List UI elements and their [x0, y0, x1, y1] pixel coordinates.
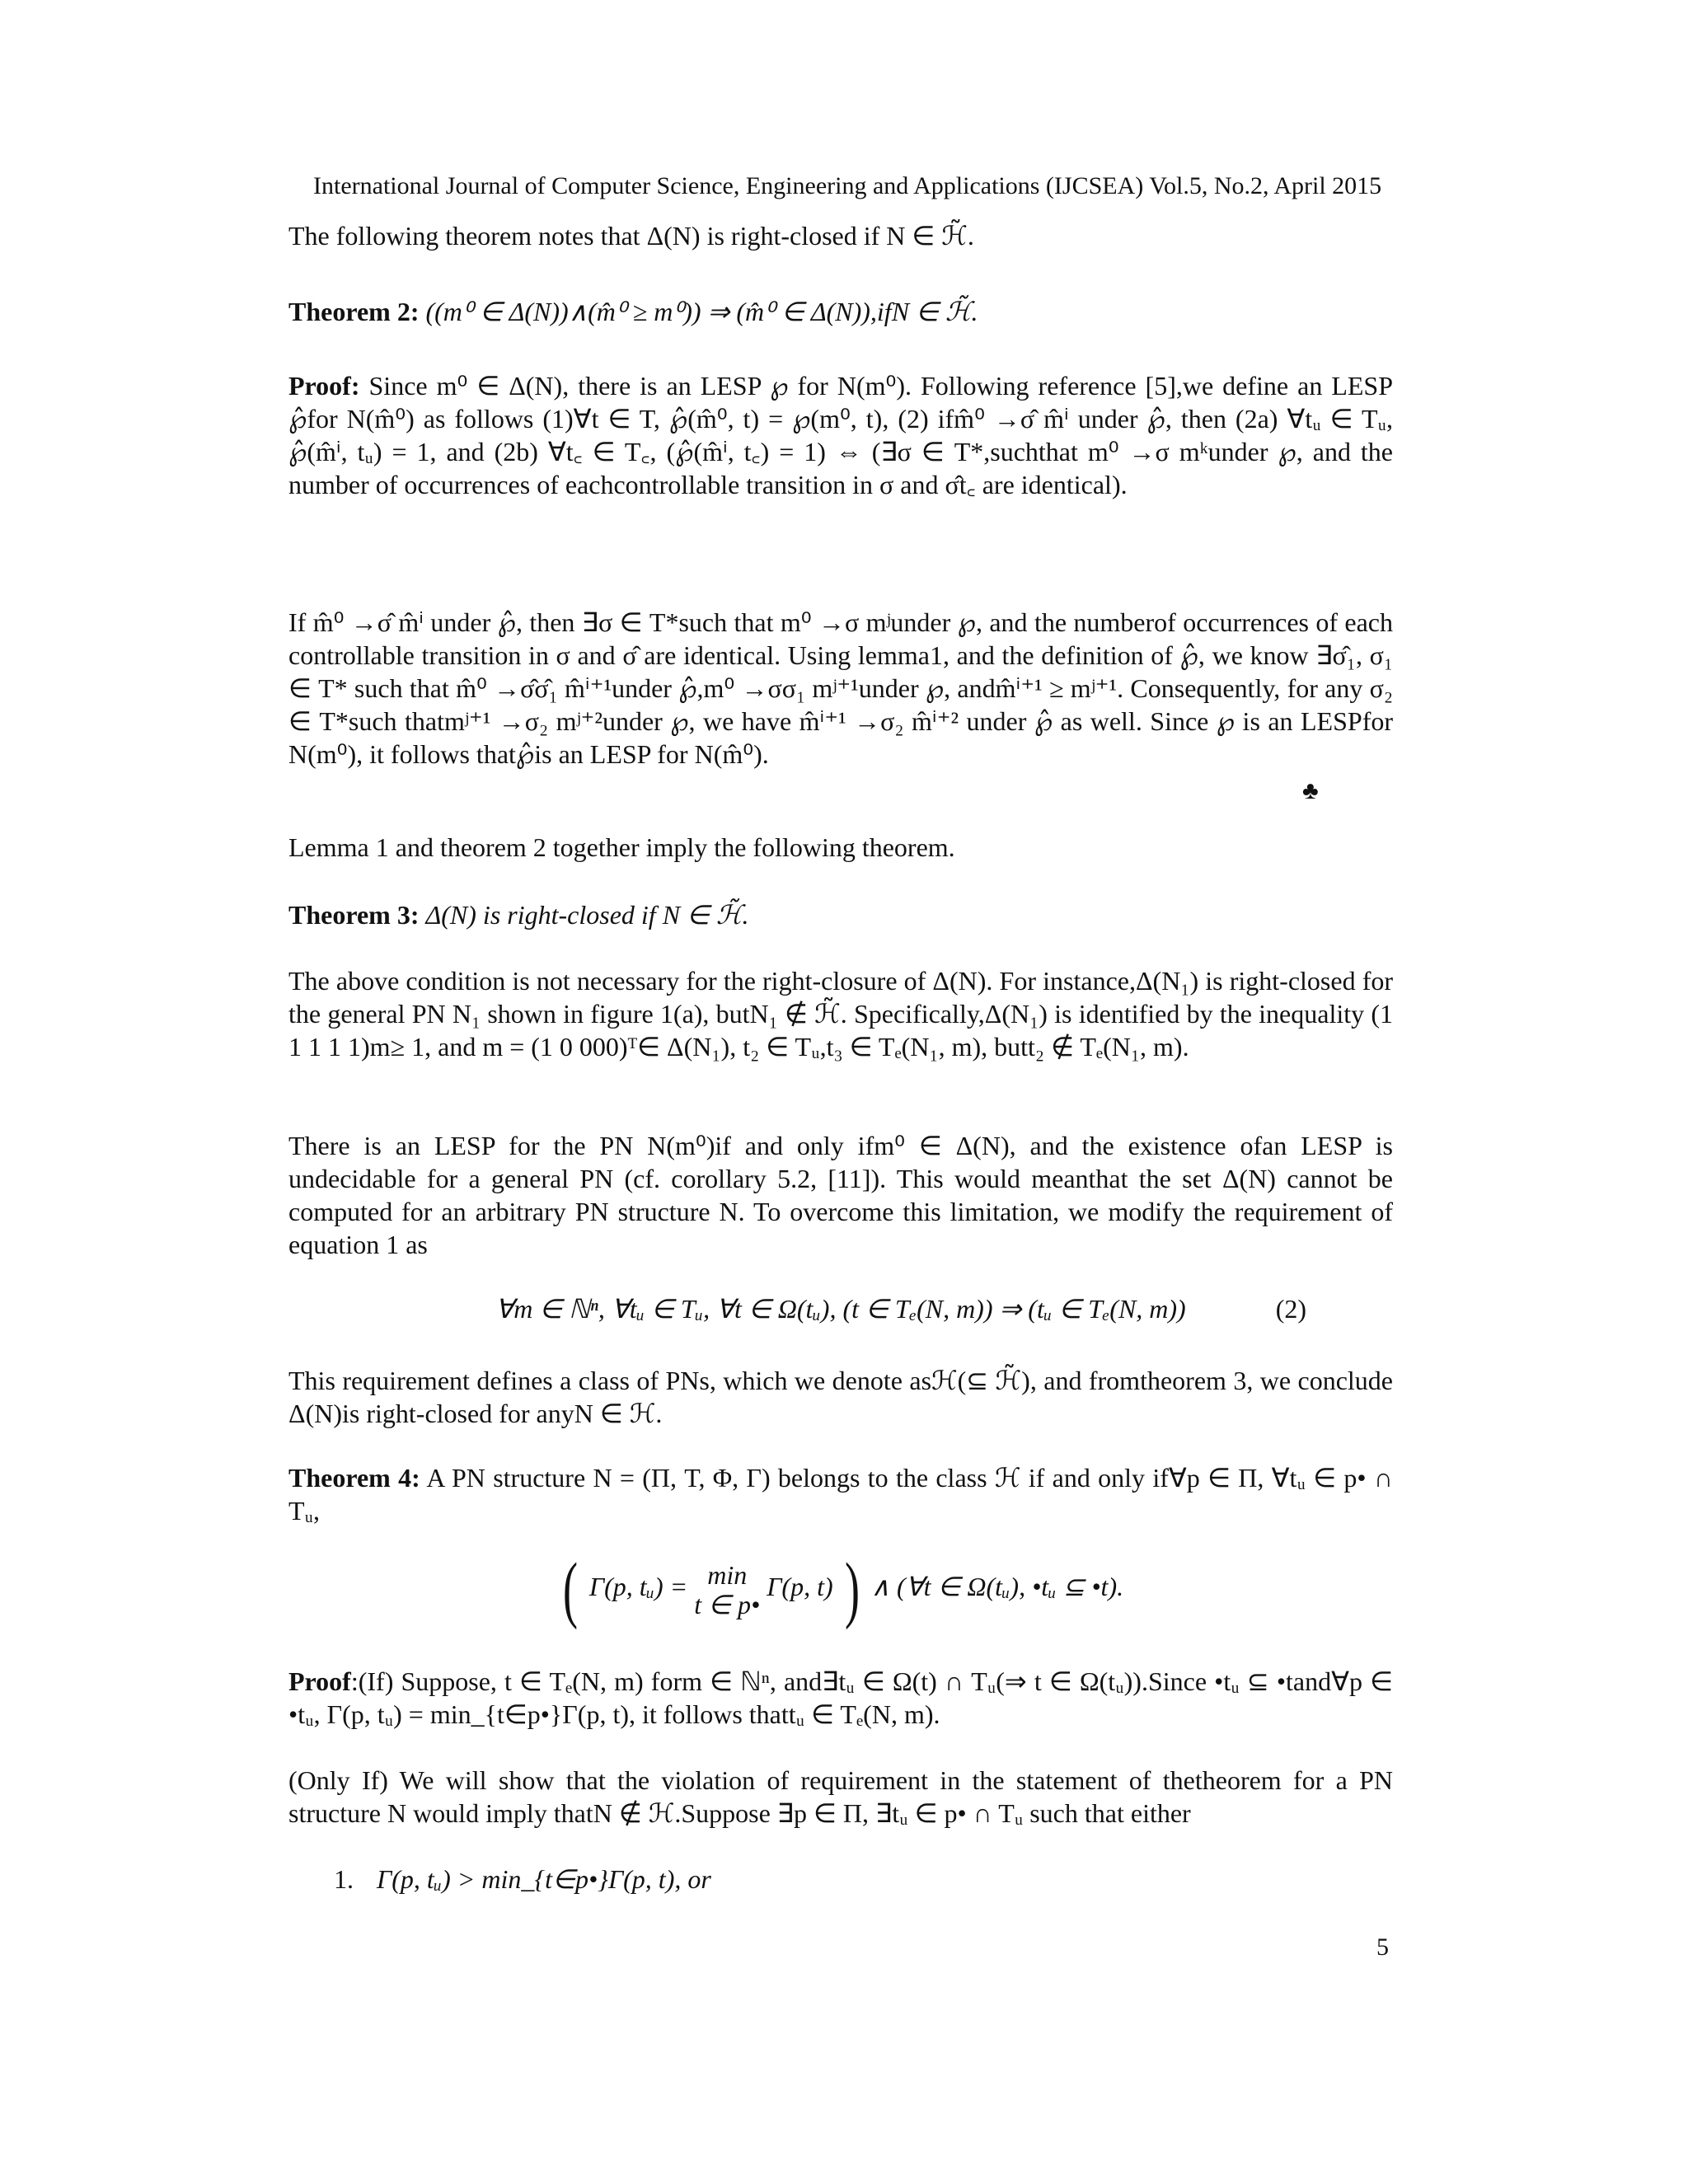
class-definition-paragraph: This requirement defines a class of PNs, which we denote asℋ(⊆ ℋ̃), and fromtheorem 3, we conclude Δ(N)is right-closed for anyN ∈ ℋ.	[288, 1366, 1393, 1428]
condition-term: Γ(p, t)	[767, 1572, 833, 1601]
list-item	[334, 1863, 1323, 1896]
page-number: 5	[1376, 1933, 1389, 1961]
proof-body: Since m⁰ ∈ Δ(N), there is an LESP ℘ for N(m⁰). Following reference [5],we define an LESP ℘̂for N(m̂⁰) as follows (1)∀t ∈ T, ℘̂(m̂⁰, t) = ℘(m⁰, t), (2) ifm̂⁰ →σ̂ m̂ⁱ under ℘̂, then (2a) ∀tᵤ ∈ Tᵤ, ℘̂(m̂ⁱ, tᵤ) = 1, and (2b) ∀t꜀ ∈ T꜀, (℘̂(m̂ⁱ, t꜀) = 1) ⇔ (∃σ ∈ T*,suchthat m⁰ →σ mᵏunder ℘, and the number of occurrences of eachcontrollable transition in σ and σ̂t꜀ are identical).	[288, 371, 1394, 499]
end-of-proof-club-icon: ♣	[1302, 777, 1319, 804]
list-item-number: 1.	[334, 1864, 354, 1894]
theorem-4-condition: ( Γ(p, tᵤ) = min t ∈ p• Γ(p, t) ) ∧ (∀t ∈ Ω(tᵤ), •tᵤ ⊆ •t).	[562, 1548, 1124, 1630]
theorem-4-label: Theorem 4:	[288, 1463, 420, 1493]
theorem-2	[288, 295, 1393, 328]
theorem-4-statement: A PN structure N = (Π, T, Φ, Γ) belongs to the class ℋ if and only if∀p ∈ Π, ∀tᵤ ∈ p• ∩ Tᵤ,	[288, 1463, 1394, 1526]
running-header: International Journal of Computer Science, Engineering and Applications (IJCSEA) Vol.5, No.2, April 2015	[313, 172, 1382, 199]
proof-theorem-4-if	[288, 1665, 1393, 1731]
theorem-3	[288, 898, 1393, 931]
proof-theorem-2	[288, 369, 1393, 501]
theorem-3-statement: Δ(N) is right-closed if N ∈ ℋ̃.	[425, 900, 749, 930]
proof-continuation: If m̂⁰ →σ̂ m̂ⁱ under ℘̂, then ∃σ ∈ T*such that m⁰ →σ mʲunder ℘, and the numberof occurrences of each controllable transition in σ and σ̂ are identical. Using lemma1, and the definition of ℘̂, we know ∃σ̂₁, σ₁ ∈ T* such that m̂⁰ →σ̂σ̂₁ m̂ⁱ⁺¹under ℘̂,m⁰ →σσ₁ mʲ⁺¹under ℘, andm̂ⁱ⁺¹ ≥ mʲ⁺¹. Consequently, for any σ₂ ∈ T*such thatmʲ⁺¹ →σ₂ mʲ⁺²under ℘, we have m̂ⁱ⁺¹ →σ₂ m̂ⁱ⁺² under ℘̂ as well. Since ℘ is an LESPfor N(m⁰), it follows that℘̂is an LESP for N(m̂⁰).	[288, 607, 1393, 769]
lemma-sentence: Lemma 1 and theorem 2 together imply the following theorem.	[288, 832, 955, 862]
theorem-2-statement: ((m⁰ ∈ Δ(N))∧(m̂⁰ ≥ m⁰)) ⇒ (m̂⁰ ∈ Δ(N)),ifN ∈ ℋ̃.	[425, 297, 978, 326]
min-operator: min t ∈ p•	[694, 1559, 761, 1619]
theorem-2-label: Theorem 2:	[288, 297, 420, 326]
condition-lhs: Γ(p, tᵤ) =	[588, 1572, 695, 1601]
condition-rhs: ∧ (∀t ∈ Ω(tᵤ), •tᵤ ⊆ •t).	[870, 1572, 1124, 1601]
equation-2-body: ∀m ∈ ℕⁿ, ∀tᵤ ∈ Tᵤ, ∀t ∈ Ω(tᵤ), (t ∈ Tₑ(N, m)) ⇒ (tᵤ ∈ Tₑ(N, m))	[495, 1294, 1186, 1324]
list-item-body: Γ(p, tᵤ) > min_{t∈p•}Γ(p, t), or	[377, 1864, 711, 1894]
intro-sentence: The following theorem notes that Δ(N) is right-closed if N ∈ ℋ̃.	[288, 221, 974, 251]
theorem-3-label: Theorem 3:	[288, 900, 420, 930]
right-closure-paragraph: The above condition is not necessary for the right-closure of Δ(N). For instance,Δ(N₁) is right-closed for the general PN N₁ shown in figure 1(a), butN₁ ∉ ℋ̃. Specifically,Δ(N₁) is identified by the inequality (1 1 1 1 1)m≥ 1, and m = (1 0 000)ᵀ∈ Δ(N₁), t₂ ∈ Tᵤ,t₃ ∈ Tₑ(N₁, m), butt₂ ∉ Tₑ(N₁, m).	[288, 966, 1394, 1062]
lesp-paragraph: There is an LESP for the PN N(m⁰)if and only ifm⁰ ∈ Δ(N), and the existence ofan LESP is undecidable for a general PN (cf. corollary 5.2, [11]). This would meanthat the set Δ(N) cannot be computed for an arbitrary PN structure N. To overcome this limitation, we modify the requirement of equation 1 as	[288, 1131, 1393, 1259]
proof-label: Proof:	[288, 371, 360, 401]
theorem-4	[288, 1461, 1393, 1527]
proof-theorem-4-only-if: (Only If) We will show that the violation of requirement in the statement of thetheorem for a PN structure N would imply thatN ∉ ℋ.Suppose ∃p ∈ Π, ∃tᵤ ∈ p• ∩ Tᵤ such that either	[288, 1765, 1393, 1828]
proof-2-body: :(If) Suppose, t ∈ Tₑ(N, m) form ∈ ℕⁿ, and∃tᵤ ∈ Ω(t) ∩ Tᵤ(⇒ t ∈ Ω(tᵤ)).Since •tᵤ ⊆ •tand∀p ∈ •tᵤ, Γ(p, tᵤ) = min_{t∈p•}Γ(p, t), it follows thattᵤ ∈ Tₑ(N, m).	[288, 1666, 1393, 1729]
equation-2	[288, 1292, 1393, 1325]
proof-2-label: Proof	[288, 1666, 351, 1696]
equation-2-number: (2)	[1275, 1294, 1306, 1324]
